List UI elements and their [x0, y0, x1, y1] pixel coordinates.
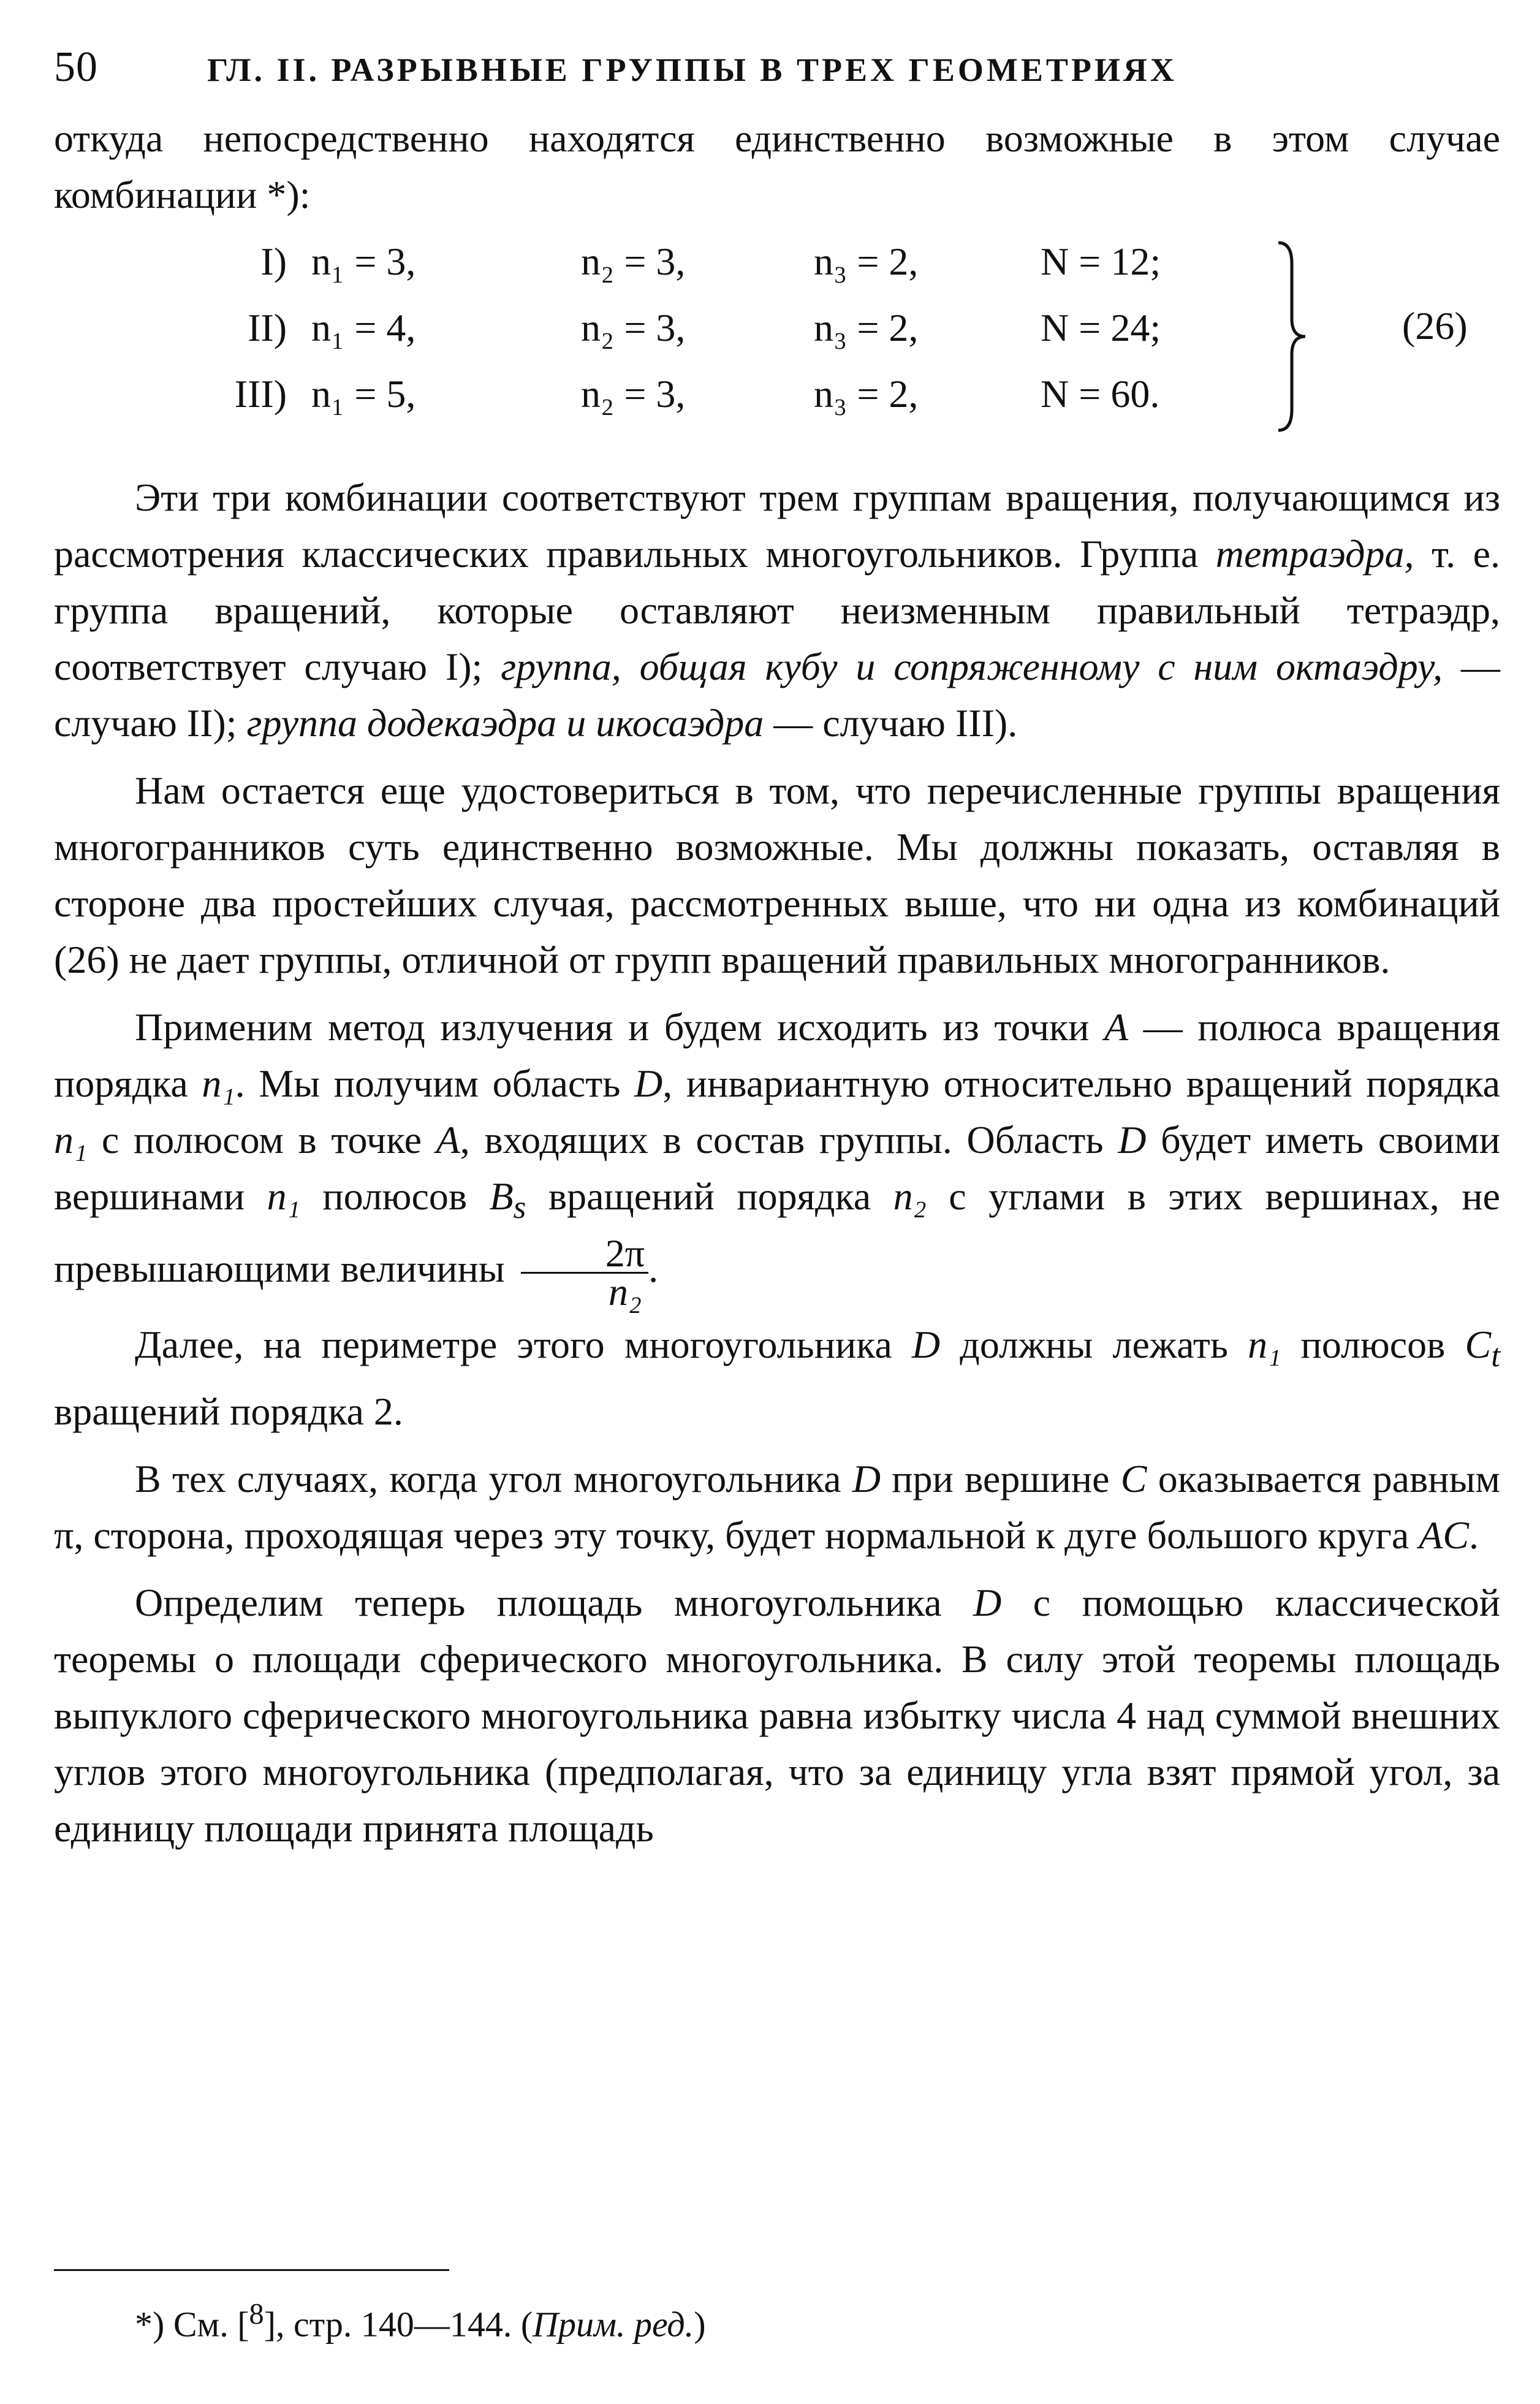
equation-block-26 [54, 239, 1500, 441]
equation-n1: n₁ = 5, [311, 372, 416, 416]
paragraph-6: Определим теперь площадь многоугольника D с помощью классической теоремы о площади сферического многоугольника. В силу этой теоремы площадь выпуклого сферического многоугольника равна избытку числа 4 над суммой внешних углов этого многоугольника (предполагая, что за единицу угла взят прямой угол, за единицу площади принята площадь [54, 1580, 1501, 1850]
paragraph-5: В тех случаях, когда угол многоугольника D при вершине C оказывается равным π, сторона, проходящая через эту точку, будет нормальной к дуге большого круга AC. [54, 1456, 1501, 1557]
page-header [54, 43, 1500, 110]
equation-n3: n₃ = 2, [814, 372, 919, 416]
equation-N: N = 24; [1041, 306, 1161, 349]
intro-paragraph: откуда непосредственно находятся единственно возможные в этом случае комбинации *): [54, 116, 1500, 216]
equation-row-2 [54, 305, 1218, 367]
paragraph-3: Применим метод излучения и будем исходить из точки A — полюса вращения порядка n₁. Мы получим область D, инвариантную относительно вращений порядка n₁ с полюсом в точке A, входящих в состав группы. Область D будет иметь своими вершинами n₁ полюсов $B_s$ вращений порядка n₂ с углами в этих вершинах, не превышающими величины $\frac{2\pi}{\text{n₂}}$ . [54, 1005, 1501, 1314]
equation-N: N = 60. [1041, 372, 1160, 416]
equation-n2: n₂ = 3, [581, 372, 686, 416]
equation-label: I) [260, 240, 287, 283]
footnote: *) См. [$^8$], стр. 140—144. (Прим. ред.) [135, 2298, 706, 2345]
equation-row-1 [54, 239, 1218, 300]
equation-n2: n₂ = 3, [581, 240, 686, 283]
equation-row-3 [54, 371, 1218, 433]
running-head: ГЛ. II. РАЗРЫВНЫЕ ГРУППЫ В ТРЕХ ГЕОМЕТРИЯХ [207, 51, 1177, 88]
equation-label: II) [248, 306, 287, 349]
fraction-2pi-over-n2: $\frac{2\pi}{\text{n₂}}$ [521, 1235, 648, 1310]
equation-number: (26) [1402, 304, 1468, 348]
paragraph-1: Эти три комбинации соответствуют трем группам вращения, получающимся из рассмотрения классических правильных многоугольников. Группа тетраэдра, т. е. группа вращений, которые оставляют неизменным правильный тетраэдр, соответствует случаю I); группа, общая кубу и сопряженному с ним октаэдру, — случаю II); группа додекаэдра и икосаэдра — случаю III). [54, 476, 1501, 745]
equation-label: III) [234, 372, 287, 416]
page-number: 50 [54, 44, 98, 91]
equation-n3: n₃ = 2, [814, 240, 919, 283]
right-brace-icon [1273, 239, 1310, 434]
page [54, 43, 1500, 1857]
equation-N: N = 12; [1041, 240, 1161, 283]
equation-n3: n₃ = 2, [814, 306, 919, 349]
equation-n2: n₂ = 3, [581, 306, 686, 349]
paragraph-2: Нам остается еще удостовериться в том, что перечисленные группы вращения многогранников суть единственно возможные. Мы должны показать, оставляя в стороне два простейших случая, рассмотренных выше, что ни одна из комбинаций (26) не дает группы, отличной от групп вращений правильных многогранников. [54, 769, 1500, 981]
equation-n1: n₁ = 4, [311, 306, 416, 349]
footnote-rule [54, 2269, 449, 2271]
equation-n1: n₁ = 3, [311, 240, 416, 283]
paragraph-4: Далее, на периметре этого многоугольника D должны лежать n₁ полюсов $C_t$ вращений порядка 2. [54, 1322, 1501, 1433]
